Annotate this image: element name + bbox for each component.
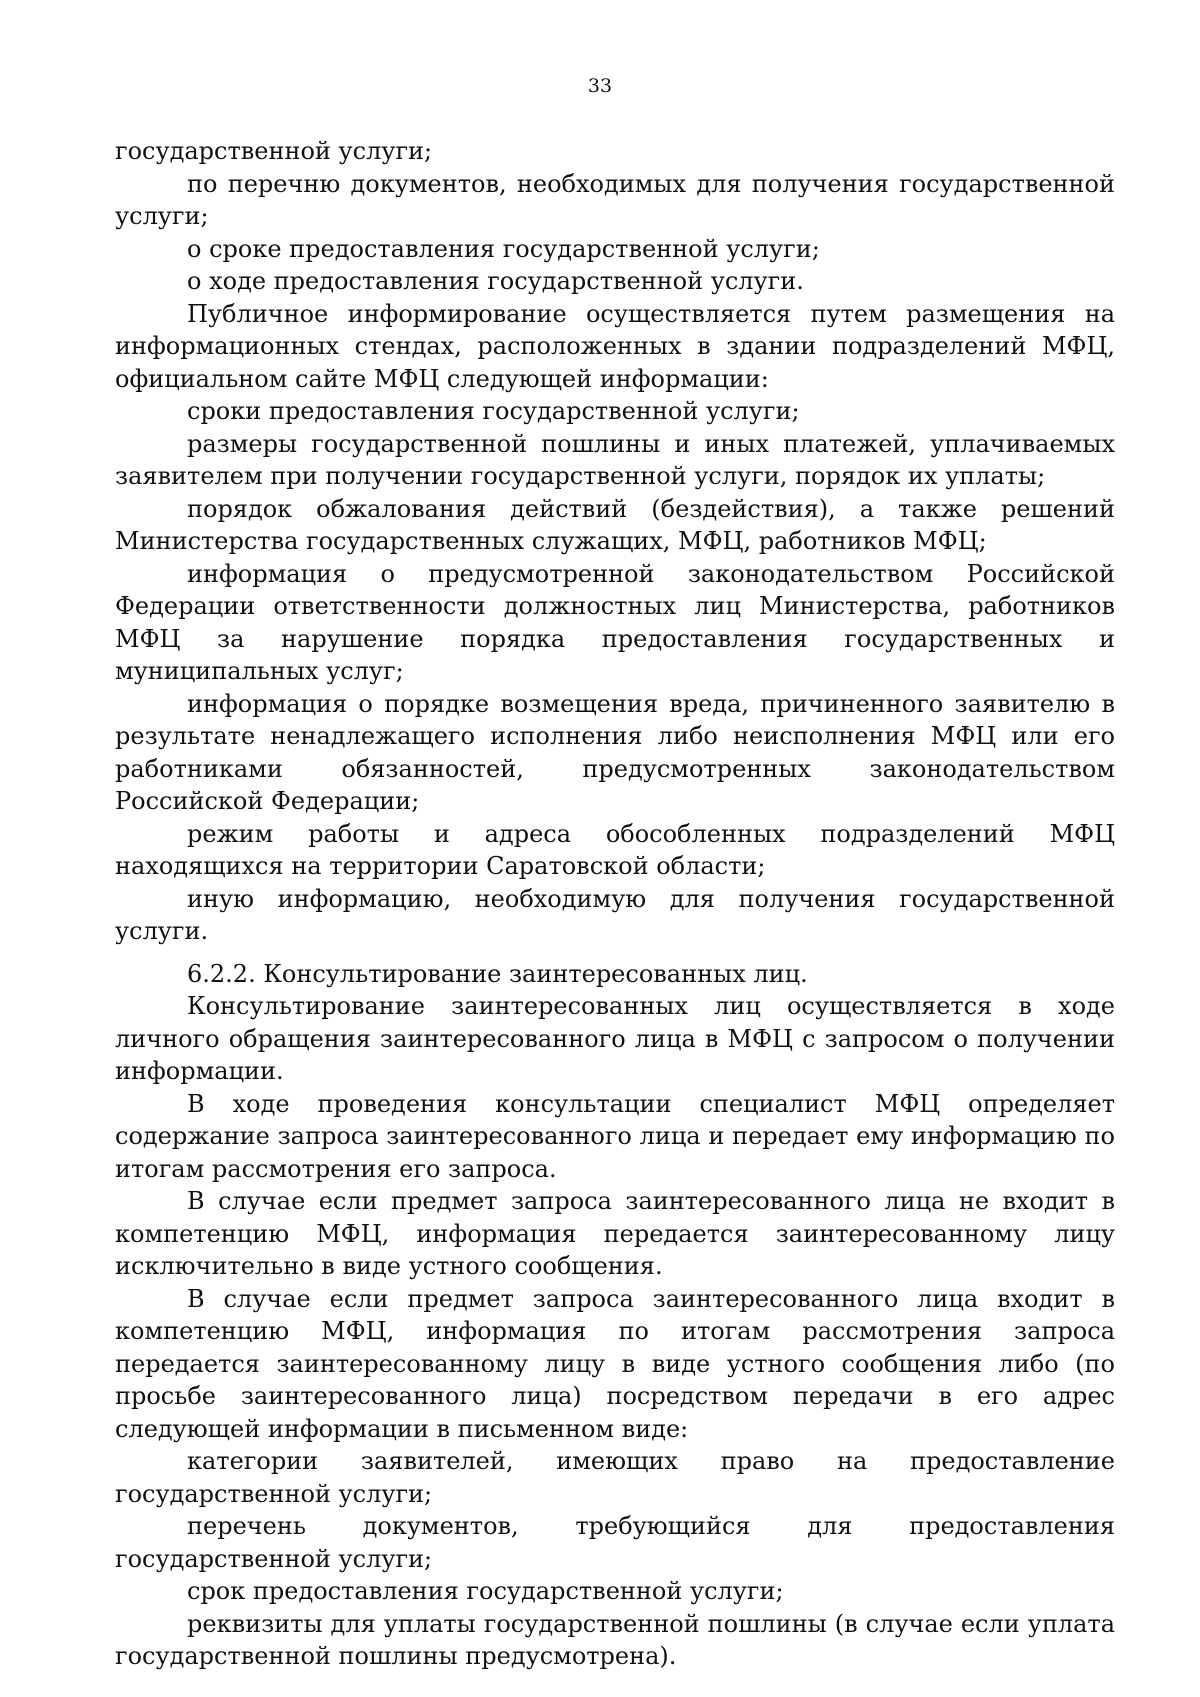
list-item-damages: информация о порядке возмещения вреда, причиненного заявителю в результате ненадлежащего исполнения либо неисполнения МФЦ или его работниками обязанностей, предусмотренных законодательством Российской Федерации;: [115, 689, 1115, 815]
paragraph-within-competence: В случае если предмет запроса заинтересованного лица входит в компетенцию МФЦ, информация по итогам рассмотрения запроса передается заинтересованному лицу в виде устного сообщения либо (по просьбе заинтересованного лица) посредством передачи в его адрес следующей информации в письменном виде:: [115, 1284, 1115, 1443]
paragraph-consultation-process: В ходе проведения консультации специалист МФЦ определяет содержание запроса заинтересованного лица и передает ему информацию по итогам рассмотрения его запроса.: [115, 1089, 1115, 1183]
list-item-appeal: порядок обжалования действий (бездействия), а также решений Министерства государственных служащих, МФЦ, работников МФЦ;: [115, 494, 1115, 555]
list-item-term: о сроке предоставления государственной услуги;: [187, 234, 820, 263]
list-item-offices: режим работы и адреса обособленных подразделений МФЦ находящихся на территории Саратовской области;: [115, 819, 1115, 880]
paragraph-consulting: Консультирование заинтересованных лиц осуществляется в ходе личного обращения заинтересованного лица в МФЦ с запросом о получении информации.: [115, 992, 1115, 1085]
list-item-documents: по перечню документов, необходимых для получения государственной услуги;: [115, 169, 1115, 230]
list-item-other-info: иную информацию, необходимую для получения государственной услуги.: [115, 884, 1115, 945]
paragraph-public-informing: Публичное информирование осуществляется путем размещения на информационных стендах, расположенных в здании подразделений МФЦ, официальном сайте МФЦ следующей информации:: [115, 299, 1115, 393]
list-item-applicant-categories: категории заявителей, имеющих право на предоставление государственной услуги;: [115, 1447, 1115, 1508]
body-text: [115, 135, 1115, 1673]
section-heading: 6.2.2. Консультирование заинтересованных лиц.: [187, 959, 808, 988]
page-number: 33: [587, 75, 613, 97]
list-item-document-list: перечень документов, требующийся для предоставления государственной услуги;: [115, 1512, 1115, 1573]
list-item-progress: о ходе предоставления государственной услуги.: [187, 267, 804, 295]
paragraph-outside-competence: В случае если предмет запроса заинтересованного лица не входит в компетенцию МФЦ, информация передается заинтересованному лицу исключительно в виде устного сообщения.: [115, 1187, 1115, 1280]
paragraph-continuation: государственной услуги;: [115, 137, 433, 165]
list-item-fees: размеры государственной пошлины и иных платежей, уплачиваемых заявителем при получении государственной услуги, порядок их уплаты;: [115, 429, 1115, 490]
list-item-payment-details: реквизиты для уплаты государственной пошлины (в случае если уплата государственной пошлины предусмотрена).: [115, 1609, 1115, 1670]
list-item-liability: информация о предусмотренной законодательством Российской Федерации ответственности должностных лиц Министерства, работников МФЦ за нарушение порядка предоставления государственных и муниципальных услуг;: [115, 559, 1115, 685]
list-item-deadlines: сроки предоставления государственной услуги;: [187, 397, 800, 425]
list-item-service-term: срок предоставления государственной услуги;: [187, 1577, 784, 1605]
